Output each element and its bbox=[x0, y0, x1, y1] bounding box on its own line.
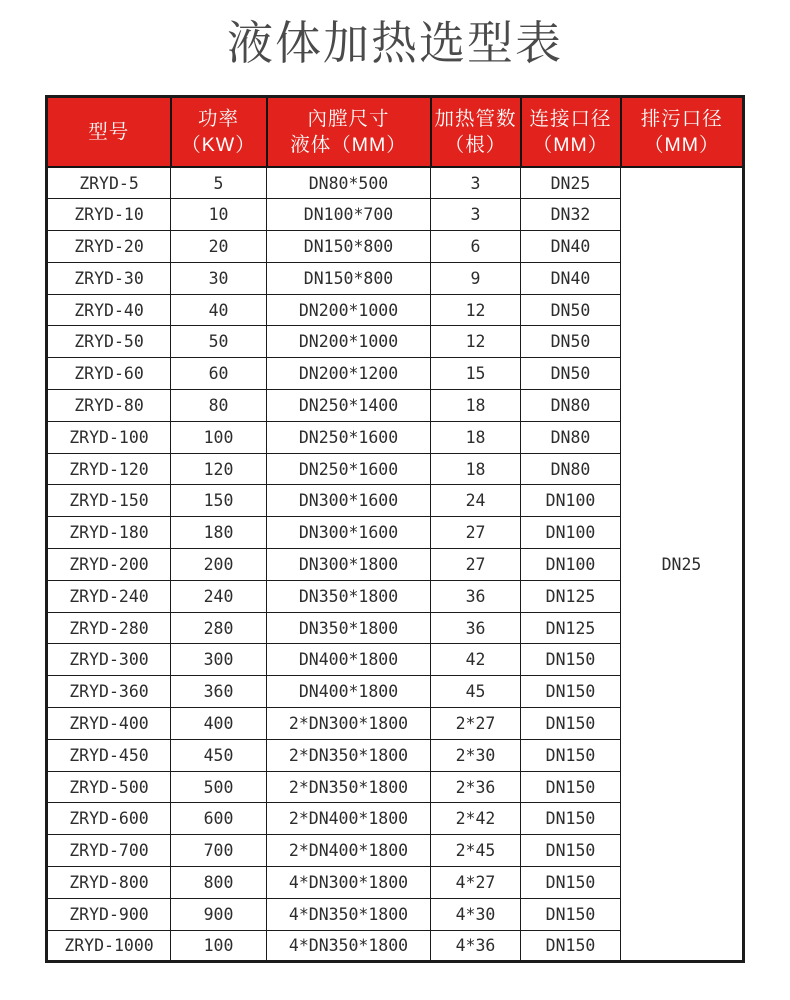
model-cell: ZRYD-900 bbox=[47, 898, 171, 930]
model-cell: ZRYD-40 bbox=[47, 294, 171, 326]
connection-diameter-cell: DN150 bbox=[521, 739, 621, 771]
page-title: 液体加热选型表 bbox=[227, 17, 563, 69]
tube-count-cell: 3 bbox=[431, 167, 521, 199]
model-cell: ZRYD-360 bbox=[47, 676, 171, 708]
model-cell: ZRYD-280 bbox=[47, 612, 171, 644]
tube-count-cell: 27 bbox=[431, 517, 521, 549]
header-power-line1: 功率 bbox=[197, 108, 239, 130]
model-cell: ZRYD-240 bbox=[47, 580, 171, 612]
power-cell: 800 bbox=[171, 867, 267, 899]
power-cell: 360 bbox=[171, 676, 267, 708]
tube-count-cell: 12 bbox=[431, 326, 521, 358]
power-cell: 80 bbox=[171, 390, 267, 422]
connection-diameter-cell: DN150 bbox=[521, 930, 621, 962]
connection-diameter-cell: DN100 bbox=[521, 485, 621, 517]
connection-diameter-cell: DN25 bbox=[521, 167, 621, 199]
power-cell: 120 bbox=[171, 453, 267, 485]
chamber-size-cell: 2*DN400*1800 bbox=[267, 803, 431, 835]
model-cell: ZRYD-10 bbox=[47, 199, 171, 231]
connection-diameter-cell: DN50 bbox=[521, 358, 621, 390]
model-cell: ZRYD-30 bbox=[47, 262, 171, 294]
model-cell: ZRYD-20 bbox=[47, 231, 171, 263]
connection-diameter-cell: DN150 bbox=[521, 771, 621, 803]
connection-diameter-cell: DN125 bbox=[521, 612, 621, 644]
model-cell: ZRYD-700 bbox=[47, 835, 171, 867]
tube-count-cell: 2*27 bbox=[431, 708, 521, 740]
table-header bbox=[47, 97, 744, 168]
model-cell: ZRYD-60 bbox=[47, 358, 171, 390]
model-cell: ZRYD-80 bbox=[47, 390, 171, 422]
tube-count-cell: 4*30 bbox=[431, 898, 521, 930]
chamber-size-cell: DN80*500 bbox=[267, 167, 431, 199]
header-model bbox=[47, 97, 171, 168]
chamber-size-cell: DN200*1200 bbox=[267, 358, 431, 390]
chamber-size-cell: DN400*1800 bbox=[267, 676, 431, 708]
chamber-size-cell: DN300*1600 bbox=[267, 517, 431, 549]
header-power-line2: （KW） bbox=[181, 134, 256, 156]
connection-diameter-cell: DN100 bbox=[521, 549, 621, 581]
chamber-size-cell: 4*DN300*1800 bbox=[267, 867, 431, 899]
model-cell: ZRYD-180 bbox=[47, 517, 171, 549]
model-cell: ZRYD-400 bbox=[47, 708, 171, 740]
connection-diameter-cell: DN80 bbox=[521, 453, 621, 485]
chamber-size-cell: 2*DN300*1800 bbox=[267, 708, 431, 740]
tube-count-cell: 18 bbox=[431, 453, 521, 485]
tube-count-cell: 2*30 bbox=[431, 739, 521, 771]
header-tube-count-line1: 加热管数 bbox=[434, 108, 517, 130]
chamber-size-cell: DN250*1600 bbox=[267, 453, 431, 485]
tube-count-cell: 36 bbox=[431, 580, 521, 612]
chamber-size-cell: DN150*800 bbox=[267, 231, 431, 263]
connection-diameter-cell: DN150 bbox=[521, 835, 621, 867]
chamber-size-cell: DN250*1600 bbox=[267, 421, 431, 453]
header-connection-diameter-line2: （MM） bbox=[532, 134, 609, 156]
connection-diameter-cell: DN40 bbox=[521, 231, 621, 263]
header-tube-count bbox=[431, 97, 521, 168]
chamber-size-cell: DN300*1800 bbox=[267, 549, 431, 581]
connection-diameter-cell: DN125 bbox=[521, 580, 621, 612]
power-cell: 100 bbox=[171, 930, 267, 962]
tube-count-cell: 2*42 bbox=[431, 803, 521, 835]
chamber-size-cell: 2*DN400*1800 bbox=[267, 835, 431, 867]
power-cell: 20 bbox=[171, 231, 267, 263]
header-chamber-size-line2: 液体（MM） bbox=[290, 134, 407, 156]
chamber-size-cell: DN150*800 bbox=[267, 262, 431, 294]
model-cell: ZRYD-800 bbox=[47, 867, 171, 899]
tube-count-cell: 6 bbox=[431, 231, 521, 263]
tube-count-cell: 3 bbox=[431, 199, 521, 231]
tube-count-cell: 2*36 bbox=[431, 771, 521, 803]
chamber-size-cell: DN200*1000 bbox=[267, 326, 431, 358]
tube-count-cell: 45 bbox=[431, 676, 521, 708]
model-cell: ZRYD-500 bbox=[47, 771, 171, 803]
connection-diameter-cell: DN150 bbox=[521, 644, 621, 676]
model-cell: ZRYD-300 bbox=[47, 644, 171, 676]
chamber-size-cell: DN350*1800 bbox=[267, 580, 431, 612]
power-cell: 900 bbox=[171, 898, 267, 930]
power-cell: 200 bbox=[171, 549, 267, 581]
tube-count-cell: 18 bbox=[431, 421, 521, 453]
header-chamber-size bbox=[267, 97, 431, 168]
header-connection-diameter-line1: 连接口径 bbox=[529, 108, 612, 130]
connection-diameter-cell: DN150 bbox=[521, 803, 621, 835]
chamber-size-cell: 2*DN350*1800 bbox=[267, 739, 431, 771]
connection-diameter-cell: DN50 bbox=[521, 294, 621, 326]
tube-count-cell: 4*27 bbox=[431, 867, 521, 899]
header-drain-diameter bbox=[621, 97, 744, 168]
power-cell: 150 bbox=[171, 485, 267, 517]
power-cell: 100 bbox=[171, 421, 267, 453]
header-model-line1: 型号 bbox=[88, 121, 130, 143]
chamber-size-cell: 4*DN350*1800 bbox=[267, 898, 431, 930]
header-drain-diameter-line2: （MM） bbox=[644, 134, 720, 156]
header-tube-count-line2: （根） bbox=[444, 134, 507, 156]
tube-count-cell: 27 bbox=[431, 549, 521, 581]
chamber-size-cell: DN400*1800 bbox=[267, 644, 431, 676]
connection-diameter-cell: DN32 bbox=[521, 199, 621, 231]
power-cell: 280 bbox=[171, 612, 267, 644]
model-cell: ZRYD-150 bbox=[47, 485, 171, 517]
power-cell: 10 bbox=[171, 199, 267, 231]
model-cell: ZRYD-5 bbox=[47, 167, 171, 199]
tube-count-cell: 15 bbox=[431, 358, 521, 390]
tube-count-cell: 36 bbox=[431, 612, 521, 644]
power-cell: 400 bbox=[171, 708, 267, 740]
tube-count-cell: 12 bbox=[431, 294, 521, 326]
chamber-size-cell: DN100*700 bbox=[267, 199, 431, 231]
model-cell: ZRYD-450 bbox=[47, 739, 171, 771]
tube-count-cell: 24 bbox=[431, 485, 521, 517]
power-cell: 450 bbox=[171, 739, 267, 771]
power-cell: 5 bbox=[171, 167, 267, 199]
power-cell: 300 bbox=[171, 644, 267, 676]
model-cell: ZRYD-600 bbox=[47, 803, 171, 835]
liquid-heating-selection-table bbox=[45, 95, 745, 963]
power-cell: 700 bbox=[171, 835, 267, 867]
chamber-size-cell: DN250*1400 bbox=[267, 390, 431, 422]
chamber-size-cell: 2*DN350*1800 bbox=[267, 771, 431, 803]
chamber-size-cell: DN200*1000 bbox=[267, 294, 431, 326]
tube-count-cell: 9 bbox=[431, 262, 521, 294]
tube-count-cell: 18 bbox=[431, 390, 521, 422]
power-cell: 240 bbox=[171, 580, 267, 612]
connection-diameter-cell: DN150 bbox=[521, 867, 621, 899]
connection-diameter-cell: DN150 bbox=[521, 676, 621, 708]
power-cell: 30 bbox=[171, 262, 267, 294]
model-cell: ZRYD-200 bbox=[47, 549, 171, 581]
tube-count-cell: 2*45 bbox=[431, 835, 521, 867]
header-power bbox=[171, 97, 267, 168]
connection-diameter-cell: DN50 bbox=[521, 326, 621, 358]
model-cell: ZRYD-1000 bbox=[47, 930, 171, 962]
power-cell: 600 bbox=[171, 803, 267, 835]
header-connection-diameter bbox=[521, 97, 621, 168]
tube-count-cell: 42 bbox=[431, 644, 521, 676]
power-cell: 180 bbox=[171, 517, 267, 549]
model-cell: ZRYD-120 bbox=[47, 453, 171, 485]
chamber-size-cell: DN350*1800 bbox=[267, 612, 431, 644]
connection-diameter-cell: DN40 bbox=[521, 262, 621, 294]
table-body bbox=[47, 167, 744, 962]
connection-diameter-cell: DN80 bbox=[521, 421, 621, 453]
header-drain-diameter-line1: 排污口径 bbox=[640, 108, 723, 130]
power-cell: 50 bbox=[171, 326, 267, 358]
model-cell: ZRYD-100 bbox=[47, 421, 171, 453]
power-cell: 500 bbox=[171, 771, 267, 803]
connection-diameter-cell: DN150 bbox=[521, 708, 621, 740]
header-chamber-size-line1: 內膛尺寸 bbox=[307, 108, 390, 130]
connection-diameter-cell: DN100 bbox=[521, 517, 621, 549]
table-row bbox=[47, 167, 744, 199]
connection-diameter-cell: DN150 bbox=[521, 898, 621, 930]
header-row bbox=[47, 97, 744, 168]
connection-diameter-cell: DN80 bbox=[521, 390, 621, 422]
chamber-size-cell: DN300*1600 bbox=[267, 485, 431, 517]
tube-count-cell: 4*36 bbox=[431, 930, 521, 962]
model-cell: ZRYD-50 bbox=[47, 326, 171, 358]
drain-diameter-merged-cell: DN25 bbox=[621, 167, 744, 962]
chamber-size-cell: 4*DN350*1800 bbox=[267, 930, 431, 962]
power-cell: 40 bbox=[171, 294, 267, 326]
power-cell: 60 bbox=[171, 358, 267, 390]
